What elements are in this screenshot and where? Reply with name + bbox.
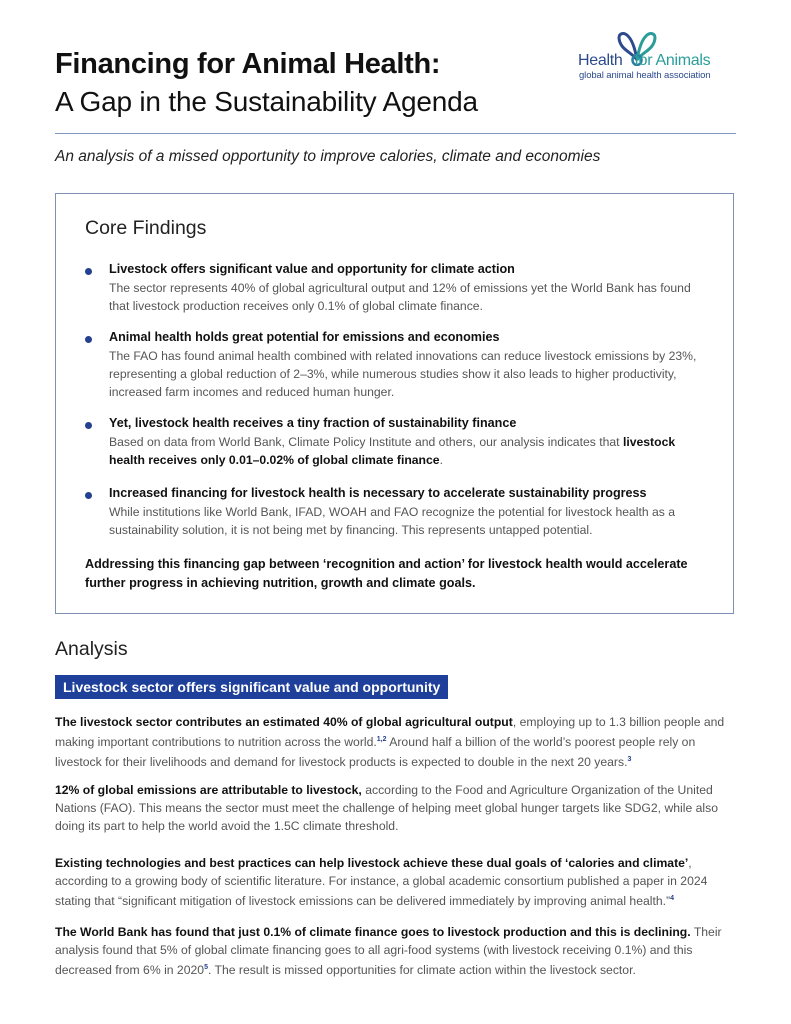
analysis-title: Analysis: [55, 638, 128, 660]
paragraph-text: Their analysis found that 5% of global climate financing goes to all agri-food systems (with livestock receiving 0.1%) and this decreased from 6% in 2020: [55, 925, 722, 978]
paragraph-text: . The result is missed opportunities for climate action within the livestock sector.: [207, 963, 636, 978]
logo-wordmark: [578, 52, 710, 70]
bullet-icon: [85, 268, 92, 275]
paragraph-lead: The World Bank has found that just 0.1% of climate finance goes to livestock production and this is declining.: [55, 925, 691, 939]
finding-body: While institutions like World Bank, IFAD, WOAH and FAO recognize the potential for livestock health as a sustainability solution, it is not being met by financing. This represents untapped potential.: [109, 505, 676, 537]
findings-closing-statement: Addressing this financing gap between ‘recognition and action’ for livestock health would accelerate further progress in achieving nutrition, growth and climate goals.: [85, 557, 688, 590]
footnote-ref[interactable]: 3: [627, 756, 632, 764]
subtitle: An analysis of a missed opportunity to improve calories, climate and economies: [55, 148, 601, 165]
finding-heading: Animal health holds great potential for emissions and economies: [109, 330, 500, 344]
finding-heading: Yet, livestock health receives a tiny fraction of sustainability finance: [109, 416, 517, 430]
paragraph-text: according to the Food and Agriculture Organization of the United Nations (FAO). This means the sector must meet the challenge of helping meet global hunger targets like SDG2, while also doing its part to help the world avoid the 1.5C climate threshold.: [55, 783, 718, 833]
core-findings-box: [55, 193, 734, 614]
header-divider: [55, 133, 736, 134]
logo-word-health: Health: [578, 52, 623, 69]
analysis-paragraph: [55, 781, 740, 835]
title-line-1: Financing for Animal Health:: [55, 48, 441, 80]
footnote-ref[interactable]: 1,2: [376, 736, 387, 743]
finding-body-end: .: [439, 453, 443, 467]
paragraph-lead: The livestock sector contributes an estimated 40% of global agricultural output: [55, 715, 513, 729]
paragraph-text: Around half a billion of the world’s poorest people rely on livestock for their livelihoods and demand for livestock products is expected to double in the next 20 years.: [55, 735, 696, 770]
bullet-icon: [85, 422, 92, 429]
finding-body-emphasis: livestock health receives only 0.01–0.02% of global climate finance: [109, 435, 676, 467]
logo-tagline: global animal health association: [579, 70, 711, 81]
paragraph-text: , according to a growing body of scientific literature. For instance, a global academic consortium published a paper in 2024 stating that “significant mitigation of livestock emissions can be delivered immediately by improving animal health.”: [55, 856, 708, 909]
finding-heading: Increased financing for livestock health is necessary to accelerate sustainability progress: [109, 486, 647, 500]
title-line-2: A Gap in the Sustainability Agenda: [55, 86, 478, 117]
analysis-paragraph: [55, 923, 740, 979]
paragraph-lead: 12% of global emissions are attributable to livestock,: [55, 783, 362, 797]
analysis-paragraph: [55, 854, 740, 910]
bullet-icon: [85, 492, 92, 499]
finding-heading: Livestock offers significant value and opportunity for climate action: [109, 262, 515, 276]
finding-body: The sector represents 40% of global agricultural output and 12% of emissions yet the World Bank has found that livestock production receives only 0.1% of global climate finance.: [109, 281, 691, 313]
finding-body-text: Based on data from World Bank, Climate Policy Institute and others, our analysis indicates that: [109, 435, 623, 449]
logo-word-for-animals: for Animals: [634, 52, 711, 69]
finding-body: The FAO has found animal health combined with related innovations can reduce livestock emissions by 23%, representing a global reduction of 2–3%, while numerous studies show it also leads to higher productivity, increased farm incomes and reduced human hunger.: [109, 349, 697, 399]
healthforanimals-logo: [578, 30, 748, 82]
bullet-icon: [85, 336, 92, 343]
core-findings-title: Core Findings: [85, 217, 207, 239]
paragraph-lead: Existing technologies and best practices can help livestock achieve these dual goals of ‘calories and climate’: [55, 856, 689, 870]
footnote-ref[interactable]: 4: [670, 895, 674, 902]
analysis-paragraph: [55, 713, 740, 771]
finding-body: [109, 433, 709, 469]
section-banner: Livestock sector offers significant value and opportunity: [55, 675, 448, 699]
paragraph-text: , employing up to 1.3 billion people and making important contributions to nutrition across the world.: [55, 715, 725, 750]
footnote-ref[interactable]: 5: [204, 964, 208, 971]
